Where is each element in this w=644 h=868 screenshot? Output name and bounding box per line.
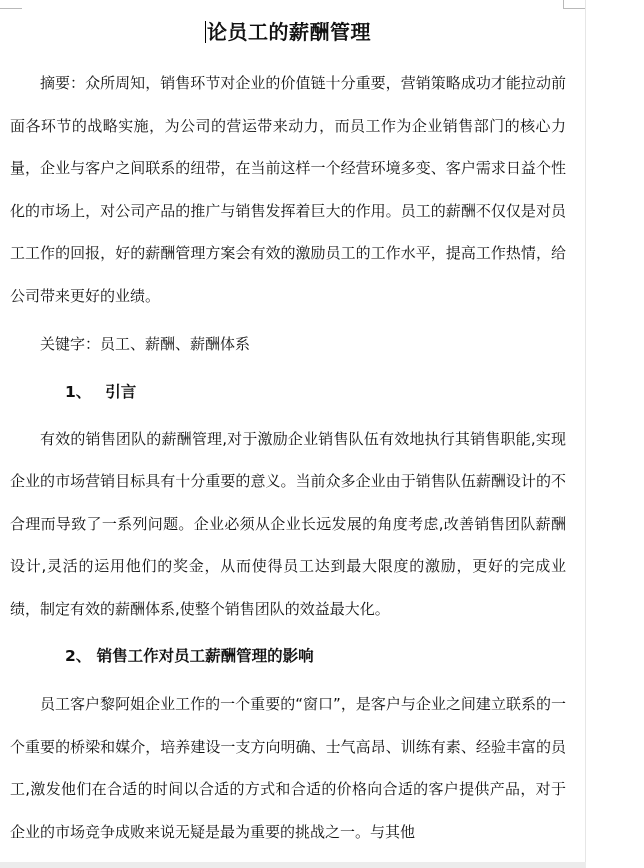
page-bottom-edge [0, 862, 586, 868]
section-1-paragraph: 有效的销售团队的薪酬管理,对于激励企业销售队伍有效地执行其销售职能,实现企业的市场营销目标具有十分重要的意义。当前众多企业由于销售队伍薪酬设计的不合理而导致了一系列问题。企业必须从企业长远发展的角度考虑,改善销售团队薪酬设计,灵活的运用他们的奖金，从而使得员工达到最大限度的激励，更好的完成业绩，制定有效的薪酬体系,使整个销售团队的效益最大化。 [10, 429, 566, 618]
section-1-title: 引言 [105, 382, 137, 401]
document-title: 论员工的薪酬管理 [207, 20, 371, 44]
text-cursor [205, 21, 206, 43]
page-gutter [585, 0, 644, 868]
section-2-heading: 2、 销售工作对员工薪酬管理的影响 [65, 647, 314, 665]
section-1-number: 1、 [65, 382, 92, 401]
document-title-line [10, 14, 566, 50]
section-1-heading [65, 371, 566, 413]
keywords-paragraph: 关键字：员工、薪酬、薪酬体系 [40, 335, 251, 353]
document-body[interactable] [10, 14, 566, 853]
page-corner-mark-left [0, 0, 22, 9]
section-2-paragraph: 员工客户黎阿姐企业工作的一个重要的“窗口”，是客户与企业之间建立联系的一个重要的桥梁和媒介，培养建设一支方向明确、士气高昂、训练有素、经验丰富的员工,激发他们在合适的时间以合适的方式和合适的价格向合适的客户提供产品，对于企业的市场竞争成败来说无疑是最为重要的挑战之一。与其他 [10, 695, 566, 841]
abstract-paragraph: 摘要：众所周知，销售环节对企业的价值链十分重要，营销策略成功才能拉动前面各环节的战略实施，为公司的营运带来动力，而员工作为企业销售部门的核心力量，企业与客户之间联系的纽带，在当前这样一个经营环境多变、客户需求日益个性化的市场上，对公司产品的推广与销售发挥着巨大的作用。员工的薪酬不仅仅是对员工工作的回报，好的薪酬管理方案会有效的激励员工的工作水平，提高工作热情，给公司带来更好的业绩。 [10, 74, 566, 305]
page-corner-mark-right [563, 0, 586, 9]
